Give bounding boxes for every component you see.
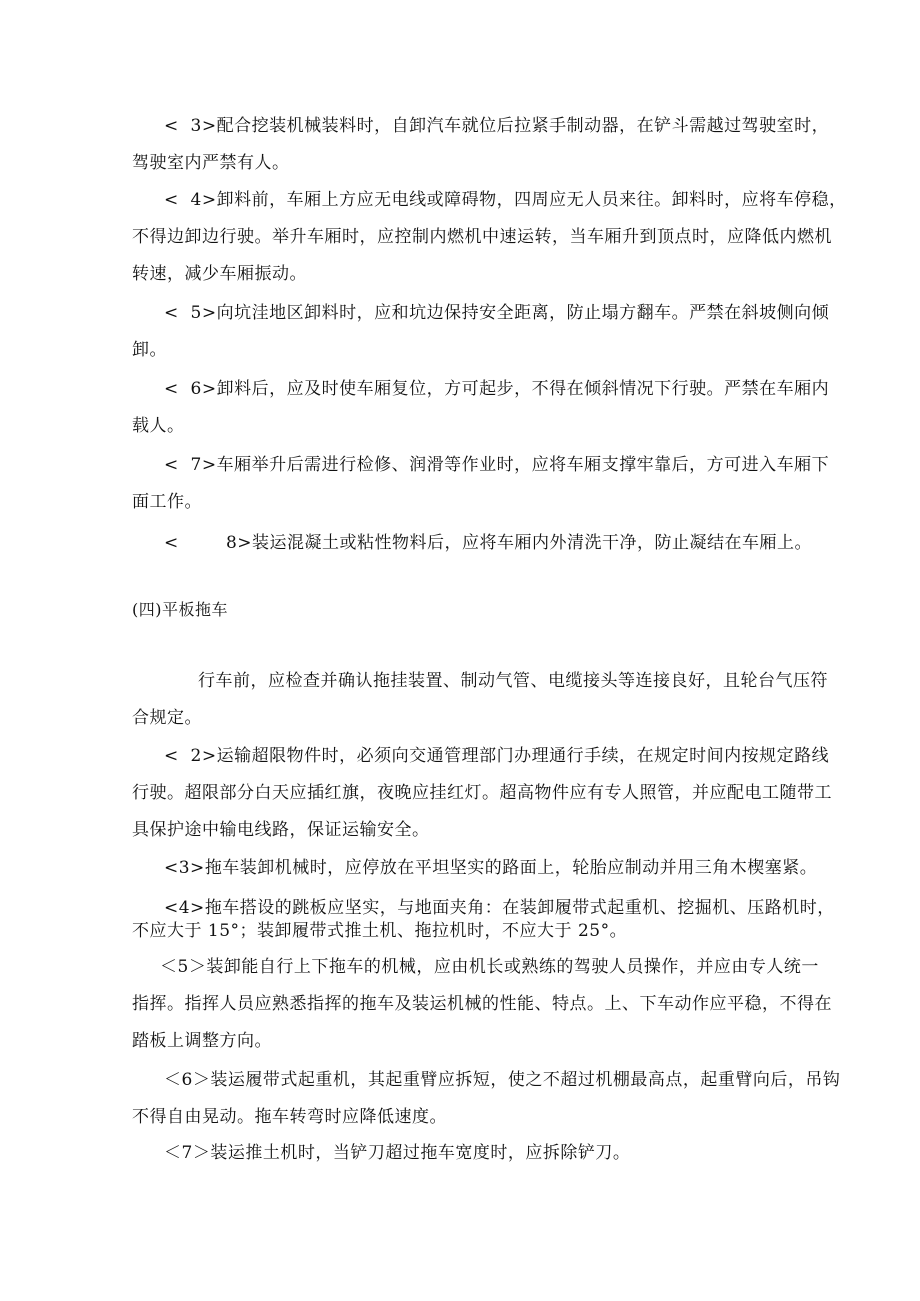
item-text: 配合挖装机械装料时，自卸汽车就位后拉紧手制动器，在铲斗需越过驾驶室时， bbox=[216, 116, 830, 136]
item-marker: < 4> bbox=[164, 190, 217, 210]
item-marker: ＜7＞ bbox=[164, 1143, 211, 1163]
flatbed-item-6-line-1 bbox=[164, 1068, 840, 1092]
item-text: 装运推土机时，当铲刀超过拖车宽度时，应拆除铲刀。 bbox=[210, 1143, 631, 1163]
item-text: 拖车搭设的跳板应坚实，与地面夹角：在装卸履带式起重机、挖掘机、压路机时， bbox=[204, 898, 835, 918]
item-marker: < 7> bbox=[164, 455, 217, 475]
item-5-line-1 bbox=[164, 301, 829, 325]
item-text: 运输超限物件时，必须向交通管理部门办理通行手续，在规定时间内按规定路线 bbox=[216, 746, 830, 766]
item-marker: < 5> bbox=[164, 303, 217, 323]
item-text: 装运混凝土或粘性物料后，应将车厢内外清洗干净，防止凝结在车厢上。 bbox=[252, 533, 813, 553]
flatbed-item-4-line-2: 不应大于 15°；装卸履带式推土机、拖拉机时，不应大于 25°。 bbox=[132, 921, 628, 941]
item-3-line-1 bbox=[164, 114, 829, 138]
flatbed-item-1-line-1: 行车前，应检查并确认拖挂装置、制动气管、电缆接头等连接良好，且轮台气压符 bbox=[198, 671, 828, 691]
item-8-line-1 bbox=[164, 531, 812, 555]
flatbed-item-7-line-1 bbox=[164, 1141, 630, 1165]
flatbed-item-5-line-3: 踏板上调整方向。 bbox=[132, 1031, 272, 1051]
flatbed-item-2-line-1 bbox=[164, 744, 829, 768]
item-4-line-1 bbox=[164, 188, 847, 212]
item-text: 车厢举升后需进行检修、润滑等作业时，应将车厢支撑牢靠后，方可进入车厢下 bbox=[216, 455, 830, 475]
item-marker: ＜5＞ bbox=[160, 957, 207, 977]
item-5-line-2: 卸。 bbox=[132, 340, 167, 360]
flatbed-item-5-line-2: 指挥。指挥人员应熟悉指挥的拖车及装运机械的性能、特点。上、下车动作应平稳，不得在 bbox=[132, 994, 832, 1014]
item-4-line-3: 转速，减少车厢振动。 bbox=[132, 264, 307, 284]
item-marker: <3> bbox=[164, 858, 205, 878]
item-text: 装运履带式起重机，其起重臂应拆短，使之不超过机棚最高点，起重臂向后，吊钩 bbox=[210, 1070, 841, 1090]
item-marker: < 3> bbox=[164, 116, 217, 136]
section-heading-flatbed-trailer: (四)平板拖车 bbox=[132, 600, 228, 619]
item-text: 卸料前，车厢上方应无电线或障碍物，四周应无人员来往。卸料时，应将车停稳， bbox=[216, 190, 847, 210]
item-4-line-2: 不得边卸边行驶。举升车厢时，应控制内燃机中速运转，当车厢升到顶点时，应降低内燃机 bbox=[132, 227, 832, 247]
item-text: 向坑洼地区卸料时，应和坑边保持安全距离，防止塌方翻车。严禁在斜坡侧向倾 bbox=[216, 303, 830, 323]
item-marker: <4> bbox=[164, 898, 205, 918]
item-6-line-1 bbox=[164, 377, 829, 401]
item-marker: < 2> bbox=[164, 746, 217, 766]
item-marker: < 8> bbox=[164, 533, 253, 553]
item-6-line-2: 载人。 bbox=[132, 416, 185, 436]
flatbed-item-2-line-3: 具保护途中输电线路，保证运输安全。 bbox=[132, 820, 430, 840]
flatbed-item-5-line-1 bbox=[160, 955, 819, 979]
flatbed-item-3-line-1 bbox=[164, 856, 817, 880]
item-marker: < 6> bbox=[164, 379, 217, 399]
flatbed-item-6-line-2: 不得自由晃动。拖车转弯时应降低速度。 bbox=[132, 1107, 447, 1127]
item-3-line-2: 驾驶室内严禁有人。 bbox=[132, 153, 290, 173]
item-text: 卸料后，应及时使车厢复位，方可起步，不得在倾斜情况下行驶。严禁在车厢内 bbox=[216, 379, 830, 399]
flatbed-item-1-line-2: 合规定。 bbox=[132, 708, 202, 728]
item-text: 拖车装卸机械时，应停放在平坦坚实的路面上，轮胎应制动并用三角木楔塞紧。 bbox=[204, 858, 818, 878]
flatbed-item-2-line-2: 行驶。超限部分白天应插红旗，夜晚应挂红灯。超高物件应有专人照管，并应配电工随带工 bbox=[132, 783, 832, 803]
item-text: 装卸能自行上下拖车的机械，应由机长或熟练的驾驶人员操作，并应由专人统一 bbox=[206, 957, 819, 977]
item-marker: ＜6＞ bbox=[164, 1070, 211, 1090]
item-7-line-2: 面工作。 bbox=[132, 492, 202, 512]
item-7-line-1 bbox=[164, 453, 829, 477]
flatbed-item-4-line-1 bbox=[164, 896, 835, 920]
